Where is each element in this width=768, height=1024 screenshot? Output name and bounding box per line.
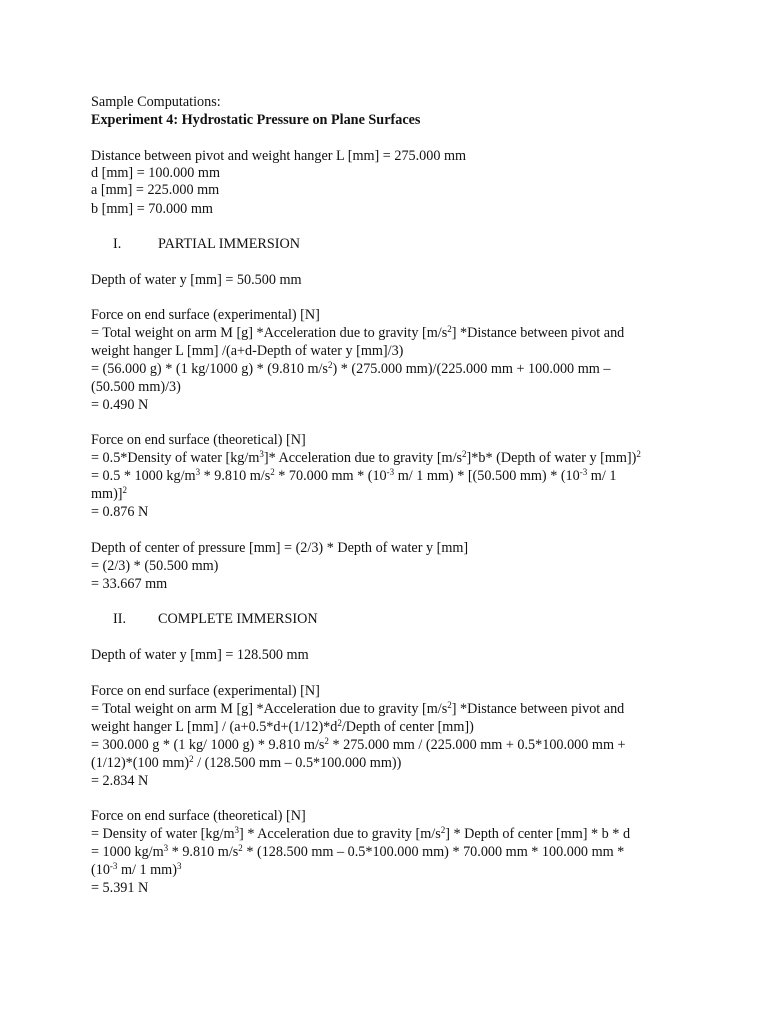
fth2-line-2: = 1000 $kg/m^3 * 9.810$ $m/s^2 * (128.500$ mm – 0.5*100.000 mm) * 70.000 mm * 100.000 mm * bbox=[91, 843, 625, 860]
fexp1-line-2: weight hanger L [mm] /(a+d-Depth of water y [mm]/3) bbox=[91, 343, 404, 359]
fexp1-title: Force on end surface (experimental) [N] bbox=[91, 307, 320, 323]
cp-title: Depth of center of pressure [mm] = (2/3) * Depth of water y [mm] bbox=[91, 540, 469, 556]
given-b: b [mm] = 70.000 mm bbox=[91, 201, 213, 217]
section-number: I. bbox=[113, 236, 122, 252]
document-title: Experiment 4: Hydrostatic Pressure on Plane Surfaces bbox=[91, 112, 421, 128]
section-title: PARTIAL IMMERSION bbox=[158, 236, 300, 252]
depth-water-partial: Depth of water y [mm] = 50.500 mm bbox=[91, 272, 302, 288]
fexp2-result: = 2.834 N bbox=[91, 773, 149, 789]
cp-result: = 33.667 mm bbox=[91, 576, 168, 592]
fexp1-line-4: (50.500 mm)/3) bbox=[91, 379, 181, 395]
given-a: a [mm] = 225.000 mm bbox=[91, 182, 220, 198]
intro-line: Sample Computations: bbox=[91, 94, 221, 110]
fexp2-line-2: weight hanger L $[mm] / (a+0.5*d+(1/12)*d^2$/Depth of center [mm]) bbox=[91, 718, 474, 735]
section-title: COMPLETE IMMERSION bbox=[158, 611, 318, 627]
fth2-line-3: ($10^{-3}$ m/ 1 mm)$^3$ bbox=[91, 861, 182, 878]
given-d: d [mm] = 100.000 mm bbox=[91, 165, 220, 181]
fth1-line-2: = 0.5 * 1000 $kg/m^3 * 9.810$ $m/s^2 * 70.000$ mm * ($10^{-3}$ m/ 1 mm) * [(50.500 $mm) * (10^{-3}$ m/ 1 bbox=[91, 467, 617, 484]
fexp2-line-4: (1/12)*(100 mm)$^2$ / (128.500 mm – 0.5*100.000 mm)) bbox=[91, 754, 402, 771]
fth1-result: = 0.876 N bbox=[91, 504, 149, 520]
fexp2-line-1: = Total weight on arm M [g] *Acceleration due to gravity $[m/s^2]$ *Distance between pivot and bbox=[91, 700, 625, 717]
fexp1-line-1: = Total weight on arm M [g] *Acceleration due to gravity $[m/s^2]$ *Distance between pivot and bbox=[91, 324, 625, 341]
fexp2-line-3: = 300.000 g * (1 kg/ 1000 g) * 9.810 $m/s^2 * 275.000$ mm / (225.000 mm + 0.5*100.000 mm + bbox=[91, 736, 626, 753]
given-L: Distance between pivot and weight hanger L [mm] = 275.000 mm bbox=[91, 148, 467, 164]
fth1-line-3: mm)]$^2$ bbox=[91, 485, 128, 502]
section-number: II. bbox=[113, 611, 126, 627]
depth-water-complete: Depth of water y [mm] = 128.500 mm bbox=[91, 647, 309, 663]
fexp2-title: Force on end surface (experimental) [N] bbox=[91, 683, 320, 699]
fth1-title: Force on end surface (theoretical) [N] bbox=[91, 432, 306, 448]
fexp1-line-3: = (56.000 g) * (1 kg/1000 g) * (9.810 $m/s^2) * (275.000$ mm)/(225.000 mm + 100.000 mm – bbox=[91, 360, 611, 377]
fth1-line-1: = 0.5*Density of water $[kg/m^3]*$ Acceleration due to gravity $[m/s^2]*b*$ (Depth of water y [mm])$^2$ bbox=[91, 449, 641, 466]
cp-line-1: = (2/3) * (50.500 mm) bbox=[91, 558, 219, 574]
fth2-title: Force on end surface (theoretical) [N] bbox=[91, 808, 306, 824]
fth2-result: = 5.391 N bbox=[91, 880, 149, 896]
fexp1-result: = 0.490 N bbox=[91, 397, 149, 413]
fth2-line-1: = Density of water $[kg/m^3]$ * Acceleration due to gravity $[m/s^2]$ * Depth of center [mm] * b * d bbox=[91, 825, 631, 842]
